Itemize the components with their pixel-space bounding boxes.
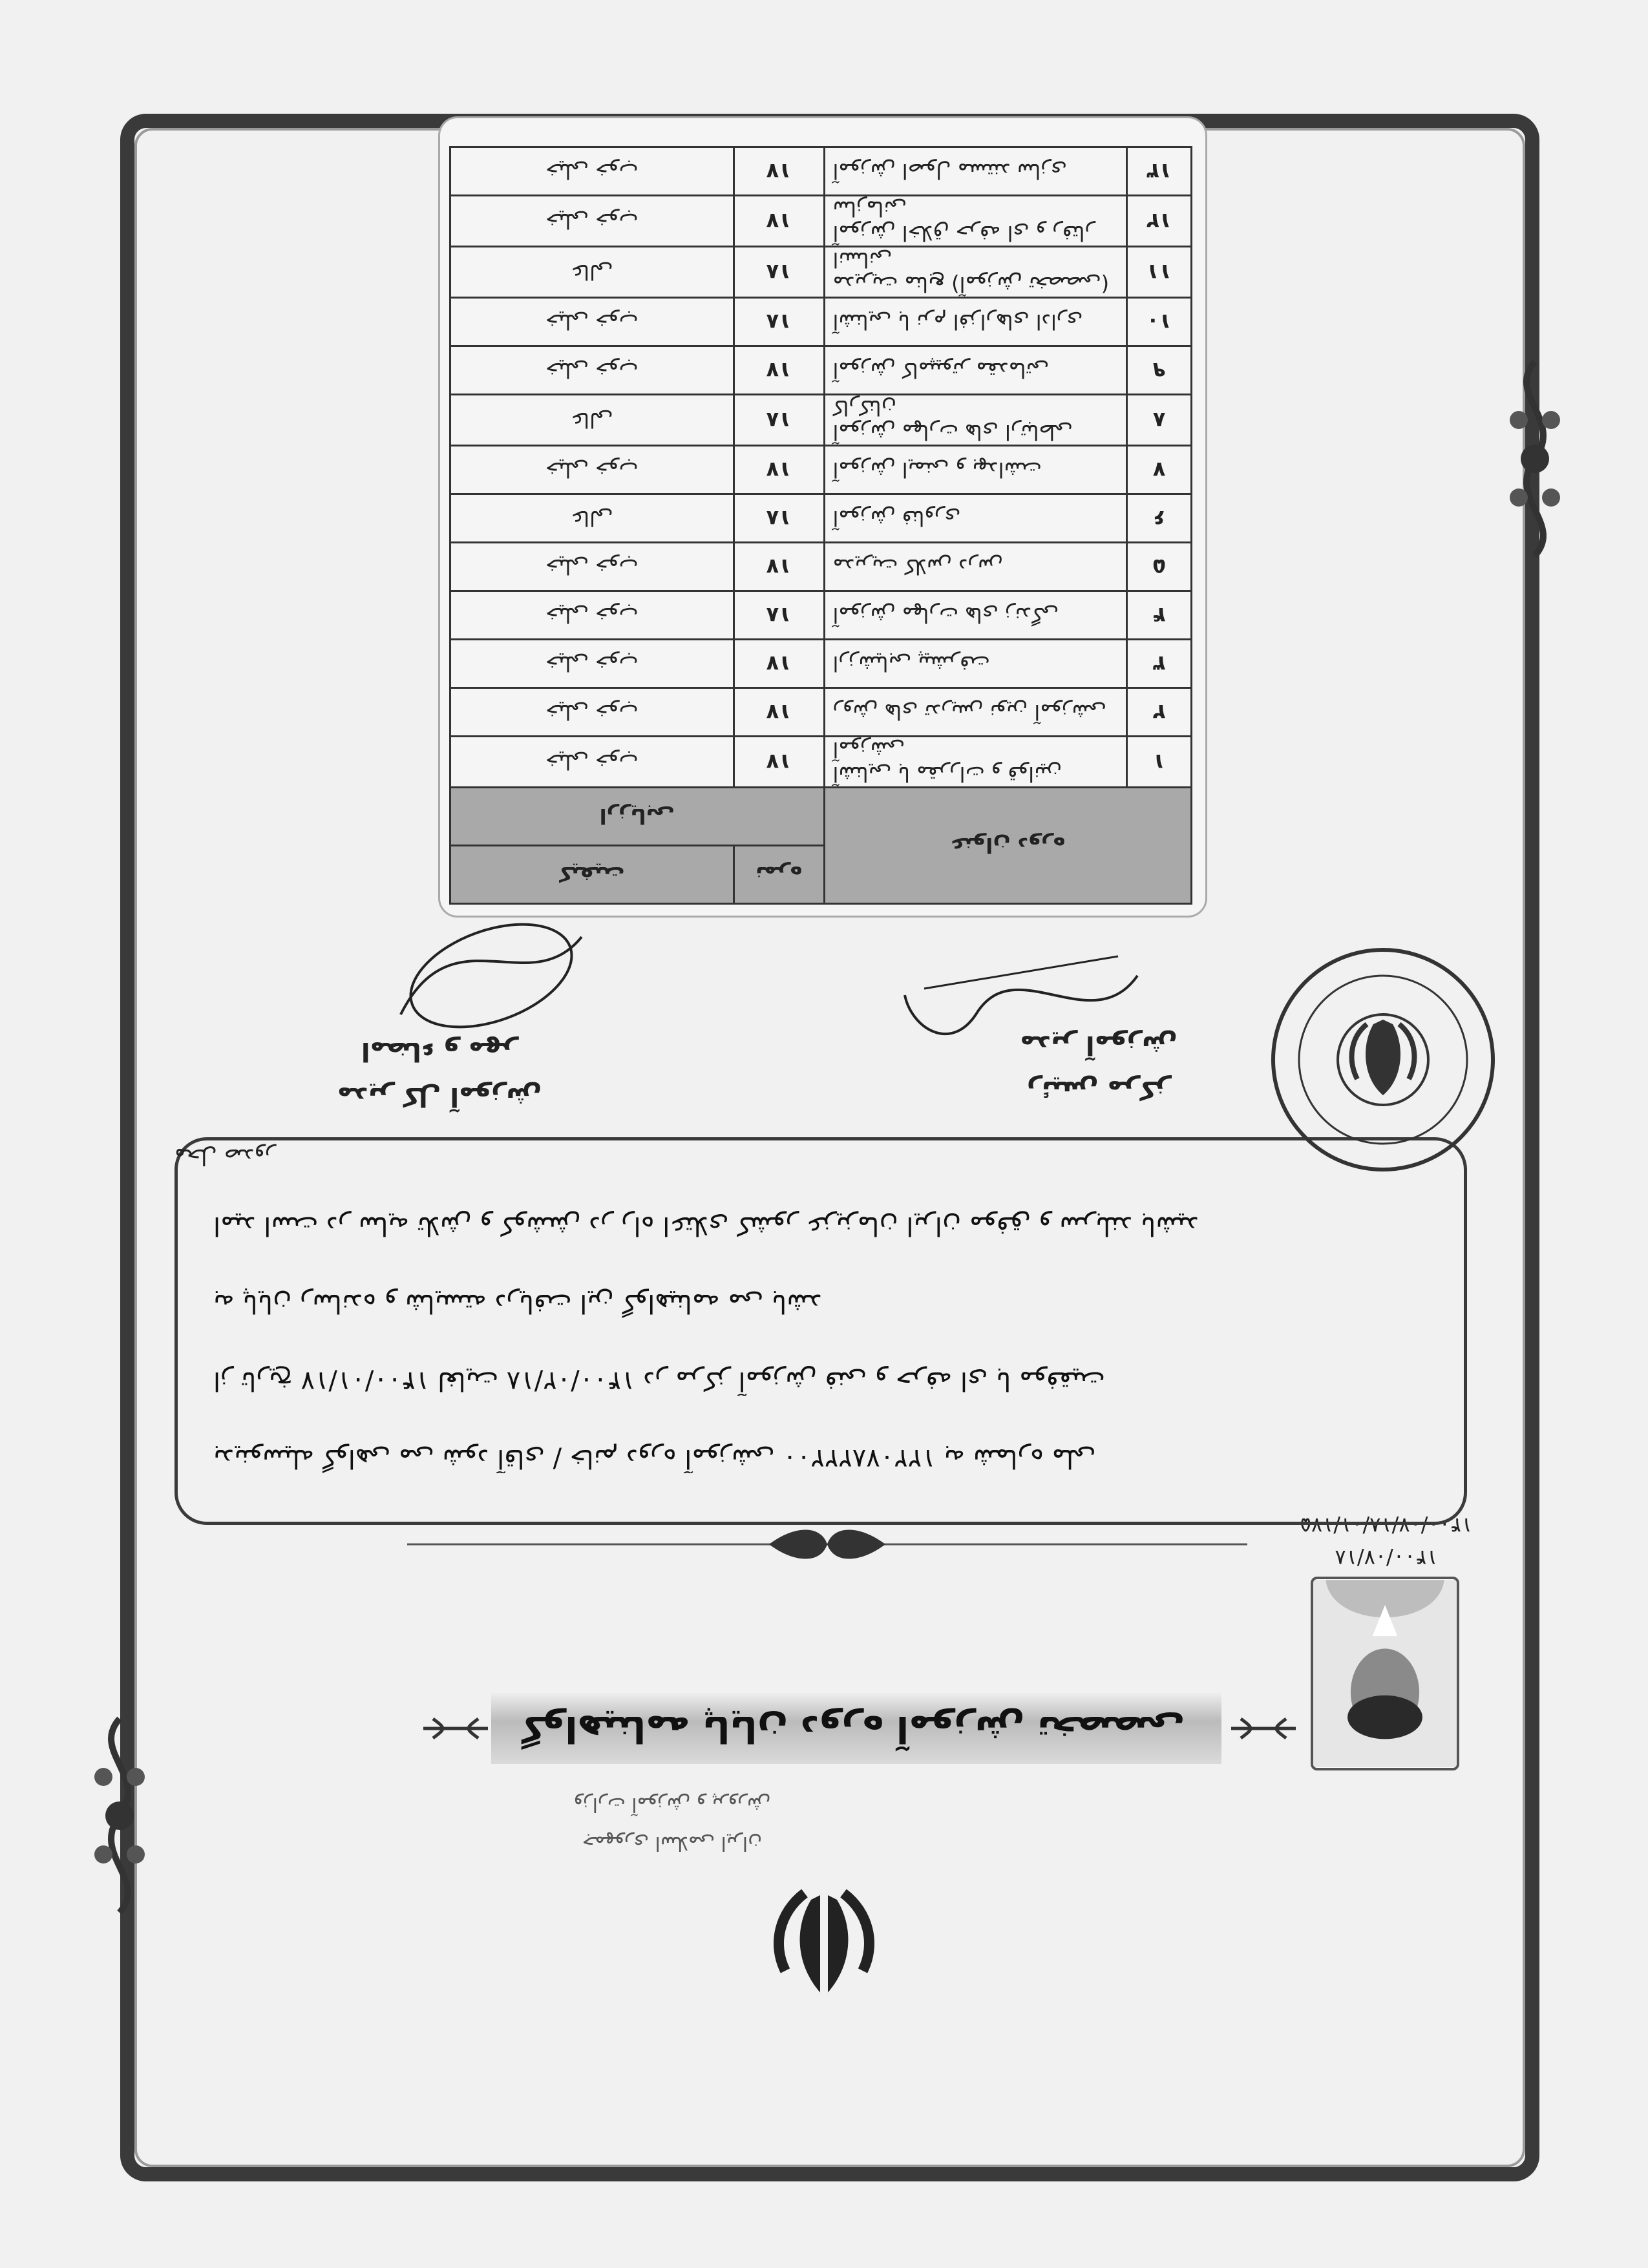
cell-score: ۱۷ [734,147,824,196]
header-grade-top-text: کیفیت [559,862,625,887]
cell-num: ۱ [1127,737,1192,788]
cell-grade: عالی [450,494,734,543]
cell-score: ۱۷ [734,196,824,247]
cell-title: آموزش اخلاق حرفه ای و رفتار سازمانی [824,196,1127,247]
right-signer-title: مدیر کل آموزش [337,1082,542,1111]
cell-num: ۱۰ [1127,298,1192,346]
cell-grade: عالی [450,247,734,298]
cell-title: (آموزش تخصصی) مدیریت منابع انسانی [824,247,1127,298]
cell-grade: خیلی خوب [450,196,734,247]
cell-title: مدیریت کلاس درس [824,543,1127,591]
body-line-1: بدینوسیله گواهی می شود آقای / خانم دوره آموزشی ۱۲۲۰۷۸۲۲۲۰۰ به شماره ملی [213,1444,1096,1473]
title-left-flourish-icon [1228,1709,1299,1748]
national-emblem-icon [759,1880,889,2010]
body-line-4: امید است در سایه تلاش و کوشش در راه اعتلای کشور عزیزمان ایران موفق و سربلند باشید [213,1211,1199,1241]
certificate-serial: ۱۴۰۰/۰۷/۱۸/۰۱/۱۷۵ [1300,1513,1473,1538]
header-score-cell [734,846,824,904]
cell-title: روش های تدریس نوین آموزشی [824,688,1127,737]
cell-grade: خیلی خوب [450,446,734,494]
header-grade-bottom-cell [450,788,825,846]
cell-num: ۸ [1127,395,1192,446]
table-row [450,147,1192,196]
table-row [450,196,1192,247]
cell-grade: خیلی خوب [450,346,734,395]
grades-table [449,146,1192,905]
cell-num: ۳ [1127,640,1192,688]
cell-score: ۱۸ [734,298,824,346]
cell-title: آشنایی با نرم افزارهای اداری [824,298,1127,346]
cell-grade: خیلی خوب [450,688,734,737]
cell-num: ۱۲ [1127,196,1192,247]
header-grade-top-cell [450,846,734,904]
cell-grade: خیلی خوب [450,591,734,640]
cell-title: آشنایی با مقررات و قوانین آموزشی [824,737,1127,788]
cell-grade: عالی [450,395,734,446]
table-row [450,346,1192,395]
cell-num: ۱۱ [1127,247,1192,298]
cell-title: آموزش اصول مستند سازی [824,147,1127,196]
cell-title: آموزش مهارت های زندگی [824,591,1127,640]
cell-score: ۱۷ [734,446,824,494]
table-header-row [450,846,1192,904]
cell-title: ارزشیابی پیشرفت [824,640,1127,688]
cell-score: ۱۸ [734,494,824,543]
cell-score: ۱۷ [734,688,824,737]
header-country: جمهوری اسلامی ایران [582,1832,763,1854]
title-right-flourish-icon [420,1709,491,1748]
cell-title: آموزش کامپیوتر مقدماتی [824,346,1127,395]
cell-grade: خیلی خوب [450,640,734,688]
cell-grade: خیلی خوب [450,543,734,591]
cell-num: ۴ [1127,591,1192,640]
right-ornament-icon [84,1712,155,1919]
header-title-text: عنوان دوره [950,833,1066,858]
header-grade-bottom-text: ارزیابی [599,804,675,829]
photo-date: ۱۴۰۰/۰۷/۱۸ [1335,1546,1438,1570]
holder-photo [1311,1577,1459,1770]
divider-ornament-icon [407,1525,1247,1564]
body-line-2: از تاریخ ۱۴۰۰/۰۱/۱۷ لغایت ۱۴۰۰/۰۲/۱۸ در مرکز آموزش فنی و حرفه ای با موفقیت [213,1366,1105,1396]
table-row [450,247,1192,298]
table-row [450,688,1192,737]
table-row [450,494,1192,543]
table-row [450,737,1192,788]
cell-num: ۷ [1127,446,1192,494]
table-row [450,298,1192,346]
cell-num: ۲ [1127,688,1192,737]
cell-score: ۱۷ [734,346,824,395]
right-signature-icon [388,911,595,1040]
table-row [450,591,1192,640]
body-line-3: به پایان رسانده و شایسته دریافت این گواهینامه می باشد [213,1288,822,1318]
cell-num: ۹ [1127,346,1192,395]
table-row [450,446,1192,494]
header-ministry: وزارت آموزش و پرورش [573,1793,771,1816]
cell-score: ۱۷ [734,737,824,788]
right-signer-name: امضاء و مهر [361,1036,518,1066]
cell-score: ۱۷ [734,640,824,688]
cell-title: آموزش مهارت های ارتباطی کارکنان [824,395,1127,446]
cell-score: ۱۷ [734,543,824,591]
certificate-title: گواهینامه پایان دوره آموزش تخصصی [521,1708,1185,1750]
cell-score: ۱۸ [734,591,824,640]
cell-num: ۵ [1127,543,1192,591]
portrait-icon [1313,1579,1457,1768]
cell-grade: خیلی خوب [450,298,734,346]
table-row [450,395,1192,446]
cell-num: ۱۳ [1127,147,1192,196]
left-ornament-icon [1499,355,1570,562]
cell-score: ۱۸ [734,247,824,298]
cell-num: ۶ [1127,494,1192,543]
header-title-cell [824,788,1191,904]
table-row [450,543,1192,591]
cell-score: ۱۸ [734,395,824,446]
official-seal-icon [1267,943,1499,1176]
cell-grade: خیلی خوب [450,737,734,788]
header-score-text: نمره [755,862,803,887]
cell-title: آموزش ایمنی و بهداشت [824,446,1127,494]
left-signer-name: مدیر آموزش [1020,1030,1178,1060]
cell-grade: خیلی خوب [450,147,734,196]
table-row [450,640,1192,688]
cell-title: آموزش فناوری [824,494,1127,543]
left-signer-title: رئیس مرکز [1026,1075,1171,1105]
left-signature-icon [898,950,1144,1053]
issue-location-label: محل صدور [174,1144,276,1170]
